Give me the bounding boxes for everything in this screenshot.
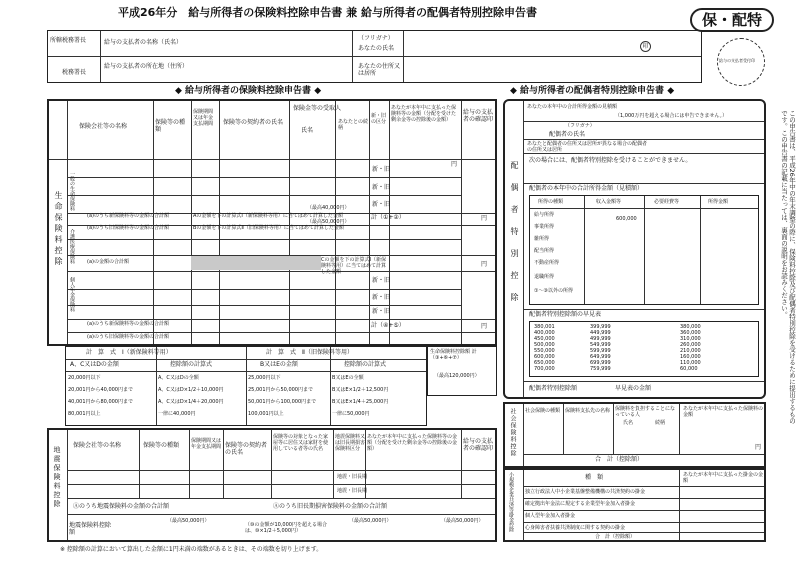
f1-calc-0: A、C又はDの全額 [158,375,199,381]
f1-row-1: 20,001円から40,000円まで [68,387,133,393]
spouse-addr-label: あなたと配偶者の住所又は居所が異なる場合の配偶者の住所又は居所 [527,141,648,153]
spouse-name-label: 配偶者の氏名 [549,131,586,138]
smallbiz-total: 合 計（控除額） [595,534,636,540]
footnote: ※ 控除額の計算において算出した金額に1円未満の端数があるときは、その端数を切り上げます。 [60,546,323,553]
quake-old-1[interactable]: 地震・旧長期 [337,474,368,480]
f1-row-0: 20,000円以下 [68,375,101,381]
taxpayer-info-box [47,30,702,83]
quake-label: 地震保険料控除 [53,446,61,509]
bracket-4: 550,000 [534,348,555,354]
bracket-1: 400,000 [534,330,555,336]
deduct-7: 60,000 [680,366,698,372]
newold-5[interactable]: 新・旧 [372,294,391,301]
page-title: 平成26年分 給与所得者の保険料控除申告書 兼 給与所得者の配偶者特別控除申告書 [118,6,537,19]
row-a-label: (a)のうち新保険料等の金額の合計額 [87,213,169,219]
kind-5: 退職所得 [534,274,555,280]
bracket-2: 450,000 [534,336,555,342]
spouse-vlabel: 配偶者特別控除 [510,161,519,315]
end-3: 549,999 [590,342,611,348]
income-table [529,195,759,305]
f1-calc-3: 一律に40,000円 [158,411,196,417]
f2-head-calc: 控除額の計算式 [344,361,387,368]
f2-calc-1: B又はE×1/2＋12,500円 [332,387,389,393]
form-badge: 保・配特 [690,8,774,32]
smallbiz-item-3: 心身障害者扶養共済制度に関する契約の掛金 [525,525,626,531]
table-title: 配偶者特別控除額の早見表 [529,311,602,318]
social-col-name: 氏名 [623,420,634,426]
end-2: 499,999 [590,336,611,342]
col-period: 保険期間又は年金支払期間 [193,109,214,127]
f1-head-amount: A、C又はDの金額 [70,361,119,368]
pension-label: 個人年金保険料 [69,277,75,312]
spouse-furigana: （フリガナ） [565,123,595,129]
quake-paid: あなたが本年中に支払った保険料等の金額（分配を受けた剰余金等の控除後の金額） [367,434,458,452]
end-5: 649,999 [590,354,611,360]
kind-6: ①〜③以外の所得 [534,288,573,294]
f2-head-amount: B又はEの金額 [260,361,298,368]
smallbiz-item-1: 確定拠出年金法に規定する企業型年金加入者掛金 [525,501,636,507]
life-total-limit: （最高120,000円） [434,373,480,379]
row-d-label: (a)のうち新保険料等の金額の合計額 [87,321,169,327]
newold-6[interactable]: 新・旧 [372,308,391,315]
office-label: 所轄税務署長 [50,37,87,44]
payer-addr-label: 給与の支払者の所在地（住所） [104,63,189,70]
payer-name-label: 給与の支払者の名称（氏名） [104,39,183,46]
f1-calc-2: A、C又はD×1/4＋20,000円 [158,399,224,405]
col-type: 保険等の種類 [155,119,186,133]
f1-head-calc: 控除額の計算式 [170,361,213,368]
f2-row-3: 100,001円以上 [248,411,284,417]
col-rev: 収入金額等 [596,199,622,205]
newold-1[interactable]: 新・旧 [372,166,391,173]
bracket-5: 600,000 [534,354,555,360]
quake-target: 保険等の対象となった家屋等に居住又は家財を使用している者等の氏名 [273,434,329,452]
sum12-label: 計（①+②） [371,214,405,221]
social-col-relation: 続柄 [655,420,666,426]
kind-2: 雑所得 [534,236,550,242]
col-paid: あなたが本年中に支払った保険料等の金額（分配を受けた剰余金等の控除後の金額） [391,105,457,123]
formula1-title: 計 算 式 Ⅰ（新保険料等用） [86,349,172,356]
payer-name-input[interactable] [198,33,348,54]
f1-row-2: 40,001円から80,000円まで [68,399,133,405]
yen-2: 円 [481,215,488,222]
sum45-label: 計（④+⑤） [371,322,405,329]
social-label: 社会保険料控除 [509,408,516,457]
calc-b-label: Bの金額を下の計算式Ⅱ（旧保険料等用）に当てはめて計算した金額 [193,225,344,231]
smallbiz-col-paid: あなたが本年中に支払った掛金の金額 [683,472,764,484]
spouse-deduct-label: 配偶者特別控除額 [529,385,578,392]
social-insurance-table [503,402,766,468]
yen-3: 円 [481,261,488,268]
bracket-0: 380,001 [534,324,555,330]
col-company: 保険会社等の名称 [79,123,128,130]
bracket-6: 650,000 [534,360,555,366]
social-col-payer: 保険料支払先の名称 [565,408,611,414]
smallbiz-label: 小規模企業共済等掛金控除 [508,472,514,532]
calc-c-label: Cの金額を下の計算式Ⅰ（新保険料等用）に当てはめて計算した金額 [321,257,387,275]
life-total-box[interactable] [427,346,497,396]
life-label: 生命保険料控除 [54,191,63,268]
f2-calc-2: B又はE×1/4＋25,000円 [332,399,389,405]
limit-b: （最高50,000円） [307,219,350,225]
col-receiver: 保険金等の受取人 [293,105,342,112]
your-addr-label: あなたの住所又は居所 [358,63,401,77]
col-exp: 必要経費等 [654,199,680,205]
care-label: 介護医療保険料 [69,229,75,264]
your-address-input[interactable] [408,58,698,80]
general-life-label: 一般の生命保険料 [69,171,75,211]
your-name-label: あなたの氏名 [358,45,395,52]
note1: 次の場合には、配偶者特別控除を受けることができません。 [529,157,692,164]
col-holder: 保険等の契約者の氏名 [223,119,284,126]
smallbiz-table [503,468,766,542]
quake-col-company: 保険会社等の名称 [73,442,122,449]
end-4: 599,999 [590,348,611,354]
social-yen: 円 [755,444,762,451]
newold-4[interactable]: 新・旧 [372,277,391,284]
kind-1: 事業所得 [534,224,555,230]
left-section-title: ◆ 給与所得者の保険料控除申告書 ◆ [175,86,322,96]
formula2-title: 計 算 式 Ⅱ（旧保険料等用） [266,349,353,356]
quake-deduct-label: 地震保険料控除額 [69,522,112,536]
end-6: 699,999 [590,360,611,366]
smallbiz-col-kind: 種 類 [585,474,604,481]
salary-value[interactable]: 600,000 [616,216,637,222]
insurance-deduction-table [47,99,497,346]
yen-1: 円 [451,161,458,168]
bracket-3: 500,000 [534,342,555,348]
deduct-0: 380,000 [680,324,701,330]
bracket-7: 700,000 [534,366,555,372]
ann-income-label: あなたの本年中の合計所得金額の見積額 [527,104,618,110]
quake-kind: 地震保険料又は旧長期損害保険料区分 [335,434,366,452]
deduct-6: 110,000 [680,360,701,366]
col-kind: 所得の種類 [538,199,564,205]
social-total: 合 計（控除額） [595,456,644,463]
quake-limit3: （最高50,000円） [441,518,484,524]
f2-row-0: 25,000円以下 [248,375,281,381]
f1-calc-1: A、C又はD×1/2＋10,000円 [158,387,224,393]
formula-box [65,346,427,426]
life-total-label: 生命保険料控除額 計（③+⑥+⑦） [430,349,477,361]
kind-3: 配当所得 [534,248,555,254]
quake-col-holder: 保険等の契約者の氏名 [225,442,268,456]
ann-income-note: （1,000万円を超える場合には申告できません。） [615,113,728,119]
your-name-input[interactable] [408,33,668,54]
quake-calc: （⑩の金額が10,000円を超える場合は、⑩×1/2＋5,000円） [245,522,327,534]
kind-4: 不動産所得 [534,260,560,266]
yen-4: 円 [481,323,488,330]
f2-row-2: 50,001円から100,000円まで [248,399,317,405]
newold-2[interactable]: 新・旧 [372,184,391,191]
quake-b-label: Ⓐのうち旧長期損害保険料の金額の合計額 [273,503,388,510]
deduct-1: 360,000 [680,330,701,336]
quake-confirm: 給与の支払者の確認印 [463,438,494,452]
newold-3[interactable]: 新・旧 [372,201,391,208]
quake-col-type: 保険等の種類 [143,442,180,449]
smallbiz-item-0: 独立行政法人中小企業基盤整備機構の共済契約の掛金 [525,489,646,495]
deduct-3: 260,000 [680,342,701,348]
col-confirm: 給与の支払者の確認印 [463,109,494,123]
stamp-label: 給与の支払者受付印 [719,58,755,63]
col-inc: 所得金額 [708,199,729,205]
col-newold: 新・旧の区分 [371,113,387,125]
quake-limit2: （最高50,000円） [349,518,392,524]
calc-a-label: Aの金額を下の計算式Ⅰ（新保険料等用）に当てはめて計算した金額 [193,213,343,219]
seal-mark: 印 [640,41,651,52]
end-1: 449,999 [590,330,611,336]
quick-table [529,321,759,377]
quake-col-period: 保険期間又は年金支払期間 [191,438,222,450]
row-b-label: (a)のうち旧保険料等の金額の合計額 [87,225,169,231]
social-col-kind: 社会保険の種類 [525,408,561,414]
f2-row-1: 25,001円から50,000円まで [248,387,313,393]
col-relation: あなたとの続柄 [338,119,369,131]
social-col-bearer: 保険料を負担することになっている人 [615,406,676,418]
spouse-name-input[interactable] [625,123,763,138]
f2-calc-0: B又はEの全額 [332,375,364,381]
social-col-paid: あなたが本年中に支払った保険料の金額 [683,406,764,418]
end-7: 759,999 [590,366,611,372]
kind-0: 給与所得 [534,212,555,218]
income-title: 配偶者の本年中の合計所得金額（見積額） [529,185,644,192]
deduct-2: 310,000 [680,336,701,342]
deduct-4: 210,000 [680,348,701,354]
quake-old-2[interactable]: 地震・旧長期 [337,488,368,494]
f2-calc-3: 一律に50,000円 [332,411,370,417]
row-c-label: (a)の金額の合計額 [87,259,129,265]
earthquake-table [47,428,497,542]
right-section-title: ◆ 給与所得者の配偶者特別控除申告書 ◆ [510,86,675,96]
end-0: 399,999 [590,324,611,330]
row-e-label: (a)のうち旧保険料等の金額の合計額 [87,334,169,340]
spouse-deduction-panel [503,99,766,399]
quake-a-label: Ⓐのうち地震保険料の金額の合計額 [73,503,170,510]
quake-limit: （最高50,000円） [167,518,210,524]
col-name: 氏名 [301,127,314,134]
f1-row-3: 80,001円以上 [68,411,101,417]
sidebar-note: この申告書は、平成26年中の年末調整の際に、保険料控除及び配偶者特別控除を受けるために提出するものです。この申告書の記載に当たっては、裏面の説明をお読みください。 [780,110,796,424]
table-ref-label: 早見表の金額 [615,385,652,392]
furigana-label: （フリガナ） [358,35,394,42]
tax-office-label: 税務署長 [62,69,87,76]
smallbiz-item-2: 個人型年金加入者掛金 [525,513,576,519]
limit-a: （最高40,000円） [307,205,350,211]
deduct-5: 160,000 [680,354,701,360]
